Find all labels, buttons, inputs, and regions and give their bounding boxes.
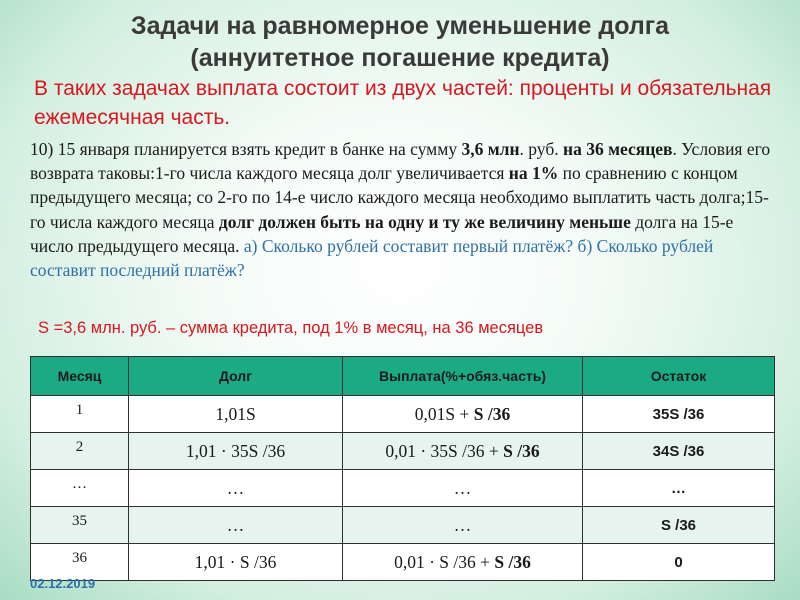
- problem-part-2: . руб.: [519, 139, 563, 159]
- problem-term: на 36 месяцев: [562, 139, 673, 159]
- header-month: Месяц: [31, 357, 129, 396]
- header-remainder: Остаток: [583, 357, 775, 396]
- cell-debt: 1,01 · 35S /36: [129, 433, 343, 470]
- payment-fixed-part: S /36: [494, 551, 531, 572]
- cell-remainder: …: [583, 470, 775, 507]
- table-row: [31, 507, 775, 544]
- cell-month: 35: [31, 507, 129, 544]
- payment-table: [30, 356, 775, 581]
- payment-interest: …: [453, 477, 472, 498]
- problem-questions: а) Сколько рублей составит первый платёж? б) Сколько рублей составит последний платёж?: [30, 235, 714, 281]
- problem-part-3: . Условия его возврата таковы:1-го числа каждого месяца долг увеличивается: [30, 139, 771, 184]
- payment-fixed-part: S /36: [473, 403, 511, 424]
- problem-part-5: долга на 15-е число предыдущего месяца.: [30, 211, 734, 256]
- cell-remainder: S /36: [583, 507, 775, 544]
- cell-remainder: 35S /36: [583, 396, 775, 433]
- cell-remainder: 0: [583, 544, 775, 581]
- cell-payment: [343, 544, 583, 581]
- title-line-2: (аннуитетное погашение кредита): [190, 44, 610, 72]
- cell-month: 2: [31, 433, 129, 470]
- problem-part-4: по сравнению с концом предыдущего месяца; со 2-го по 14-е число каждого месяца необходимо выплатить часть долга;15-го числа каждого месяца: [30, 163, 769, 232]
- table-row: [31, 470, 775, 507]
- payment-interest: …: [453, 514, 472, 535]
- slide-date: 02.12.2019: [30, 576, 96, 591]
- payment-interest: 0,01S +: [414, 403, 474, 424]
- slide-title: [0, 10, 800, 74]
- payment-interest: 0,01 · 35S /36 +: [385, 440, 504, 461]
- title-line-1: Задачи на равномерное уменьшение долга: [130, 12, 670, 40]
- payment-interest: 0,01 · S /36 +: [394, 551, 495, 572]
- cell-payment: [343, 507, 583, 544]
- problem-condition: долг должен быть на одну и ту же величину меньше: [218, 211, 631, 232]
- loan-summary: S =3,6 млн. руб. – сумма кредита, под 1% в месяц, на 36 месяцев: [38, 319, 544, 337]
- cell-payment: [343, 433, 583, 470]
- cell-debt: 1,01S: [129, 396, 343, 433]
- header-debt: Долг: [129, 357, 343, 396]
- slide-subtitle: В таких задачах выплата состоит из двух частей: проценты и обязательная ежемесячная часть.: [34, 77, 772, 129]
- cell-debt: …: [129, 470, 343, 507]
- table-row: [31, 396, 775, 433]
- cell-remainder: 34S /36: [583, 433, 775, 470]
- cell-payment: [343, 396, 583, 433]
- problem-rate: на 1%: [508, 163, 559, 184]
- table-header-row: [31, 357, 775, 396]
- cell-debt: …: [129, 507, 343, 544]
- cell-month: 1: [31, 396, 129, 433]
- cell-month: 36: [31, 544, 129, 581]
- cell-payment: [343, 470, 583, 507]
- problem-amount: 3,6 млн: [461, 139, 520, 159]
- problem-text: [30, 137, 775, 282]
- header-payment: Выплата(%+обяз.часть): [343, 357, 583, 396]
- payment-fixed-part: S /36: [503, 440, 540, 461]
- cell-debt: 1,01 · S /36: [129, 544, 343, 581]
- table-row: [31, 544, 775, 581]
- cell-month: …: [31, 470, 129, 507]
- table-row: [31, 433, 775, 470]
- problem-part-1: 10) 15 января планируется взять кредит в банке на сумму: [30, 139, 462, 159]
